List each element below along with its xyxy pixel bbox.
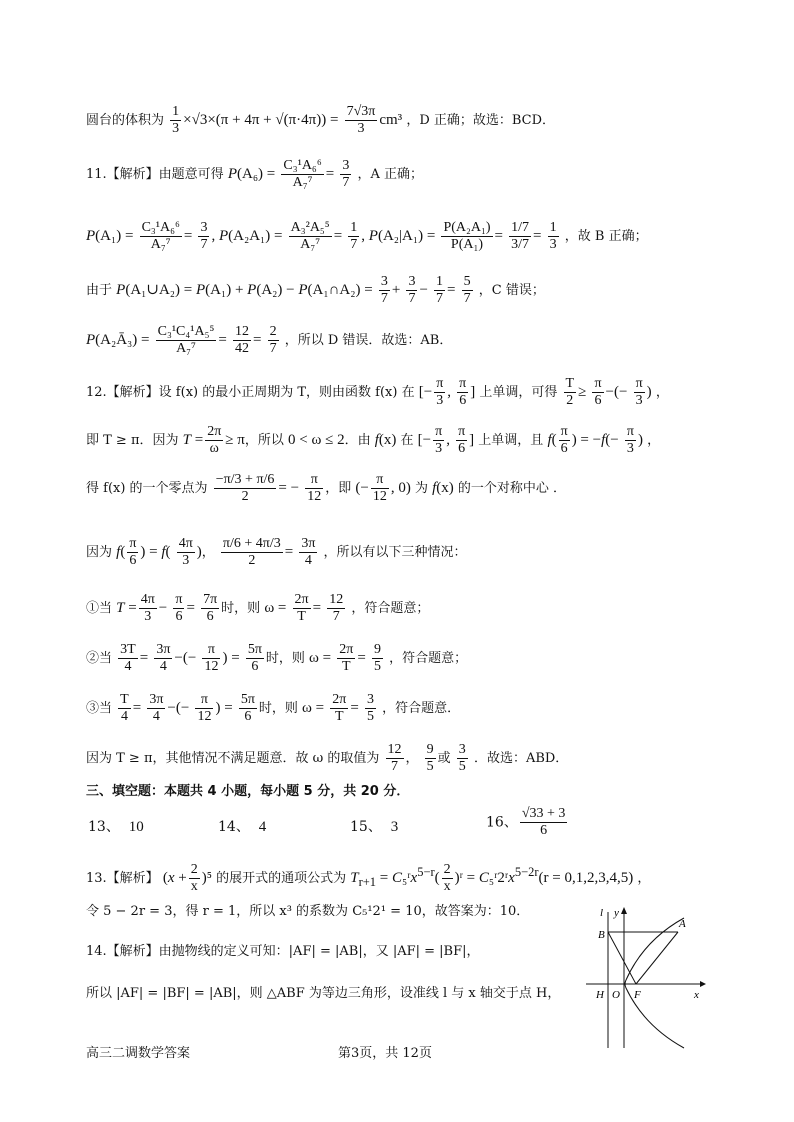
frac: $\frac{2\pi}{T}$ <box>339 642 354 674</box>
q14-line-2: 所以 |AF| = |BF| = |AB|，则 △ABF 为等边三角形，设准线 l 与 x 轴交于点 H， <box>86 986 561 1001</box>
frac: $\frac{\pi}{12}$ <box>372 472 387 504</box>
q11-c-prefix: 由于 <box>86 283 113 298</box>
frac: $\frac{T}{2}$ <box>565 376 575 408</box>
q11-suffix: ，A 正确； <box>357 167 423 182</box>
q13-prefix: 13.【解析】 <box>86 871 159 886</box>
frac: $\frac{1}{7}$ <box>436 274 444 306</box>
q12-line-4: 因为 f( $\frac{\pi}{6}$ ) = f( $\frac{4\pi}{3}$ )， $\frac{\pi/6 + 4\pi/3}{2}$ = $\frac{3\pi}{4}$ ，所以有以下三种情况： <box>86 536 467 568</box>
volume-suffix: ，D 正确；故选：BCD． <box>406 113 556 128</box>
frac: $\frac{5}{7}$ <box>463 274 471 306</box>
parabola-curve <box>625 918 684 1048</box>
frac: $\frac{\pi}{6}$ <box>594 376 602 408</box>
frac: $\frac{\text{C₃¹A₆⁶}}{\text{A₇⁷}}$ <box>141 220 180 252</box>
frac: $\frac{2}{x}$ <box>443 862 451 894</box>
frac: $\frac{1}{3}$ <box>549 220 557 252</box>
frac: $\frac{2\pi}{T}$ <box>294 592 309 624</box>
q12-l3-suffix: ． <box>553 481 567 496</box>
frac: $\frac{\pi}{3}$ <box>436 376 444 408</box>
q14-line-1: 14.【解析】由抛物线的定义可知：|AF| = |AB|，又 |AF| = |BF|， <box>86 944 480 959</box>
frac: $\frac{3}{5}$ <box>458 742 466 774</box>
q12-line-2: 即 T ≥ π．因为 T = $\frac{2\pi}{\omega}$ ≥ π，所以 0 < ω ≤ 2．由 f(x) 在 [− $\frac{\pi}{3}$ , $\frac{\pi}{6}$ ] 上单调，且 f( $\frac{\pi}{6}$ ) = −f(− $\frac{\pi}{3}$ ) ， <box>86 424 661 456</box>
footer-left: 高三二调数学答案 <box>86 1046 191 1061</box>
frac: $\frac{\pi/6 + 4\pi/3}{2}$ <box>222 536 281 568</box>
q11-d-suffix: ，所以 D 错误．故选：AB． <box>284 333 453 348</box>
frac: $\frac{2\pi}{\omega}$ <box>207 424 222 456</box>
label-x: x <box>694 989 699 1001</box>
case-3: ③当 $\frac{T}{4}$ = $\frac{3\pi}{4}$ −(− $\frac{\pi}{12}$ ) = $\frac{5\pi}{6}$ 时，则 ω = $\frac{2\pi}{T}$ = $\frac{3}{5}$ ，符合题意． <box>86 692 461 724</box>
q11-b-suffix: ，故 B 正确； <box>564 229 648 244</box>
case-1-suffix: ，符合题意； <box>351 601 430 616</box>
label-y: y <box>614 907 619 919</box>
frac: $\frac{\pi}{12}$ <box>197 692 212 724</box>
frac: $\frac{12}{7}$ <box>387 742 402 774</box>
frac: $\frac{12}{7}$ <box>329 592 344 624</box>
frac: $\frac{1}{7}$ <box>350 220 358 252</box>
case-1: ①当 T = $\frac{4\pi}{3}$ − $\frac{\pi}{6}$ = $\frac{7\pi}{6}$ 时，则 ω = $\frac{2\pi}{T}$ = $\frac{12}{7}$ ，符合题意； <box>86 592 430 624</box>
q12-conclusion-suffix: ．故选：ABD． <box>473 751 569 766</box>
case-3-suffix: ，符合题意． <box>382 701 461 716</box>
frac: $\frac{\text{C₃¹A₆⁶}}{\text{A₇⁷}}$ <box>283 158 322 190</box>
frac: $\frac{\pi}{12}$ <box>204 642 219 674</box>
frac: $\frac{3T}{4}$ <box>120 642 136 674</box>
q11-line-4: P(A₂Ā₃) = $\frac{\text{C₃¹C₄¹A₅⁵}}{\text{A₇⁷}}$ = $\frac{12}{42}$ = $\frac{2}{7}$ ，所以 D 错误．故选：AB． <box>86 324 453 356</box>
case-1-prefix: ①当 <box>86 601 113 616</box>
answer-14-label: 14、 <box>218 819 250 835</box>
q11-prefix: 11.【解析】由题意可得 <box>86 167 224 182</box>
frac: $\frac{\pi}{6}$ <box>175 592 183 624</box>
label-l: l <box>600 907 604 919</box>
frac: $\frac{3}{7}$ <box>200 220 208 252</box>
answer-16-label: 16、 <box>486 814 518 831</box>
q13-line-1: 13.【解析】 (x + $\frac{2}{x}$ )⁵ 的展开式的通项公式为 $T_{r+1}$ = C₅ʳx$^{5-r}$( $\frac{2}{x}$ )ʳ = C₅ʳ2ʳx$^{5-2r}$(r = 0,1,2,3,4,5) ， <box>86 862 651 894</box>
frac: $\frac{2}{7}$ <box>269 324 277 356</box>
frac: $\frac{1/7}{3/7}$ <box>511 220 530 252</box>
q12-conclusion: 因为 T ≥ π，其他情况不满足题意．故 ω 的取值为 $\frac{12}{7}$ ， $\frac{9}{5}$ 或 $\frac{3}{5}$ ．故选：ABD． <box>86 742 569 774</box>
q12-line-3: 得 f(x) 的一个零点为 $\frac{-\pi/3 + \pi/6}{2}$ = − $\frac{\pi}{12}$ ，即 (− $\frac{\pi}{12}$ , 0) 为 f(x) 的一个对称中心 ． <box>86 472 567 504</box>
q12-l2-prefix: 即 T ≥ π．因为 <box>86 433 179 448</box>
q12-l4-prefix: 因为 <box>86 545 113 560</box>
parabola-figure <box>584 902 708 1050</box>
frac: $\frac{\pi}{6}$ <box>458 424 466 456</box>
segment-BF <box>608 932 636 984</box>
x-axis-arrow <box>700 981 706 987</box>
case-2-suffix: ，符合题意； <box>389 651 468 666</box>
frac: $\frac{\pi}{6}$ <box>560 424 568 456</box>
volume-prefix: 圆台的体积为 <box>86 113 165 128</box>
answer-13-value: 10 <box>128 819 144 835</box>
frac: $\frac{3}{7}$ <box>408 274 416 306</box>
frac: $\frac{\text{C₃¹C₄¹A₅⁵}}{\text{A₇⁷}}$ <box>157 324 215 356</box>
q11-c-suffix: ，C 错误； <box>478 283 545 298</box>
q12-conclusion-prefix: 因为 T ≥ π，其他情况不满足题意．故 ω 的取值为 <box>86 751 380 766</box>
answer-14-value: 4 <box>258 819 267 835</box>
frac: $\frac{9}{5}$ <box>426 742 434 774</box>
label-A: A <box>679 918 686 930</box>
frac: $\frac{5\pi}{6}$ <box>247 642 262 674</box>
frac: $\frac{2\pi}{T}$ <box>332 692 347 724</box>
frac: $\frac{\pi}{12}$ <box>307 472 322 504</box>
frac: $\frac{3}{7}$ <box>342 158 350 190</box>
label-O: O <box>612 989 620 1001</box>
frac: $\frac{3\pi}{4}$ <box>156 642 171 674</box>
frac: $\frac{\pi}{3}$ <box>626 424 634 456</box>
volume-line: 圆台的体积为 $\frac{1}{3}$ ×√3×(π + 4π + √(π·4π)) = $\frac{7√3\pi}{3}$ cm³ ，D 正确；故选：BCD． <box>86 104 556 136</box>
q11-line-3: 由于 P(A₁∪A₂) = P(A₁) + P(A₂) − P(A₁∩A₂) = $\frac{3}{7}$ + $\frac{3}{7}$ − $\frac{1}{7}$ = $\frac{5}{7}$ ，C 错误； <box>86 274 545 306</box>
q12-suffix: ， <box>655 385 669 400</box>
q12-l2-suffix: ， <box>647 433 661 448</box>
frac: $\frac{\pi}{3}$ <box>635 376 643 408</box>
case-3-prefix: ③当 <box>86 701 113 716</box>
frac: $\frac{7√3\pi}{3}$ <box>346 104 376 136</box>
case-2-prefix: ②当 <box>86 651 113 666</box>
case-2: ②当 $\frac{3T}{4}$ = $\frac{3\pi}{4}$ −(− $\frac{\pi}{12}$ ) = $\frac{5\pi}{6}$ 时，则 ω = $\frac{2\pi}{T}$ = $\frac{9}{5}$ ，符合题意； <box>86 642 468 674</box>
frac: $\frac{7\pi}{6}$ <box>203 592 218 624</box>
q12-l4-suffix: ，所以有以下三种情况： <box>323 545 467 560</box>
frac: $\frac{\text{P(A₂A₁)}}{\text{P(A₁)}}$ <box>443 220 491 252</box>
frac: $\frac{12}{42}$ <box>234 324 249 356</box>
section-heading: 三、填空题：本题共 4 小题，每小题 5 分，共 20 分． <box>86 784 410 799</box>
frac: $\frac{\pi}{3}$ <box>435 424 443 456</box>
frac: $\frac{\text{A₃²A₅⁵}}{\text{A₇⁷}}$ <box>290 220 330 252</box>
answer-13-label: 13、 <box>88 819 120 835</box>
frac: $\frac{T}{4}$ <box>120 692 129 724</box>
frac: $\frac{4\pi}{3}$ <box>178 536 193 568</box>
q11-line-2: P(A₁) = $\frac{\text{C₃¹A₆⁶}}{\text{A₇⁷}}$ = $\frac{3}{7}$ , P(A₂A₁) = $\frac{\text{A₃²A₅⁵}}{\text{A₇⁷}}$ = $\frac{1}{7}$ , P(A₂|A₁) = $\frac{\text{P(A₂A₁)}}{\text{P(A₁)}}$ = $\frac{1/7}{3/7}$ = $\frac{1}{3}$ ，故 B 正确； <box>86 220 648 252</box>
frac: $\frac{1}{3}$ <box>172 104 180 136</box>
q11-line-1: 11.【解析】由题意可得 P(A₆) = $\frac{\text{C₃¹A₆⁶}}{\text{A₇⁷}}$ = $\frac{3}{7}$ ，A 正确； <box>86 158 423 190</box>
answer-15-value: 3 <box>390 819 399 835</box>
q12-line-1: 12.【解析】设 f(x) 的最小正周期为 T，则由函数 f(x) 在 [− $\frac{\pi}{3}$ , $\frac{\pi}{6}$ ] 上单调，可得 $\frac{T}{2}$ ≥ $\frac{\pi}{6}$ −(− $\frac{\pi}{3}$ ) ， <box>86 376 669 408</box>
label-F: F <box>634 989 641 1001</box>
y-axis-arrow <box>621 907 627 914</box>
footer-page: 第3页，共 12页 <box>338 1046 432 1061</box>
q12-l3-prefix: 得 f(x) 的一个零点为 <box>86 481 208 496</box>
frac: $\frac{3}{7}$ <box>380 274 388 306</box>
frac: $\frac{2}{x}$ <box>190 862 198 894</box>
q12-prefix: 12.【解析】设 f(x) 的最小正周期为 T，则由函数 f(x) 在 <box>86 385 415 400</box>
label-B: B <box>598 929 605 941</box>
q13-suffix: ， <box>637 871 651 886</box>
frac: $\frac{√33 + 3}{6}$ <box>521 806 566 838</box>
segment-AF <box>636 932 678 984</box>
frac: $\frac{4\pi}{3}$ <box>140 592 155 624</box>
frac: $\frac{3\pi}{4}$ <box>149 692 164 724</box>
frac: $\frac{9}{5}$ <box>373 642 381 674</box>
frac: $\frac{3}{5}$ <box>366 692 374 724</box>
label-H: H <box>596 989 604 1001</box>
frac: $\frac{\pi}{6}$ <box>129 536 137 568</box>
frac: $\frac{5\pi}{6}$ <box>240 692 255 724</box>
q13-line-2: 令 5 − 2r = 3，得 r = 1，所以 x³ 的系数为 C₅¹2¹ = 10，故答案为：10． <box>86 904 530 919</box>
frac: $\frac{-\pi/3 + \pi/6}{2}$ <box>215 472 275 504</box>
frac: $\frac{\pi}{6}$ <box>459 376 467 408</box>
answer-15-label: 15、 <box>350 819 382 835</box>
frac: $\frac{3\pi}{4}$ <box>301 536 316 568</box>
